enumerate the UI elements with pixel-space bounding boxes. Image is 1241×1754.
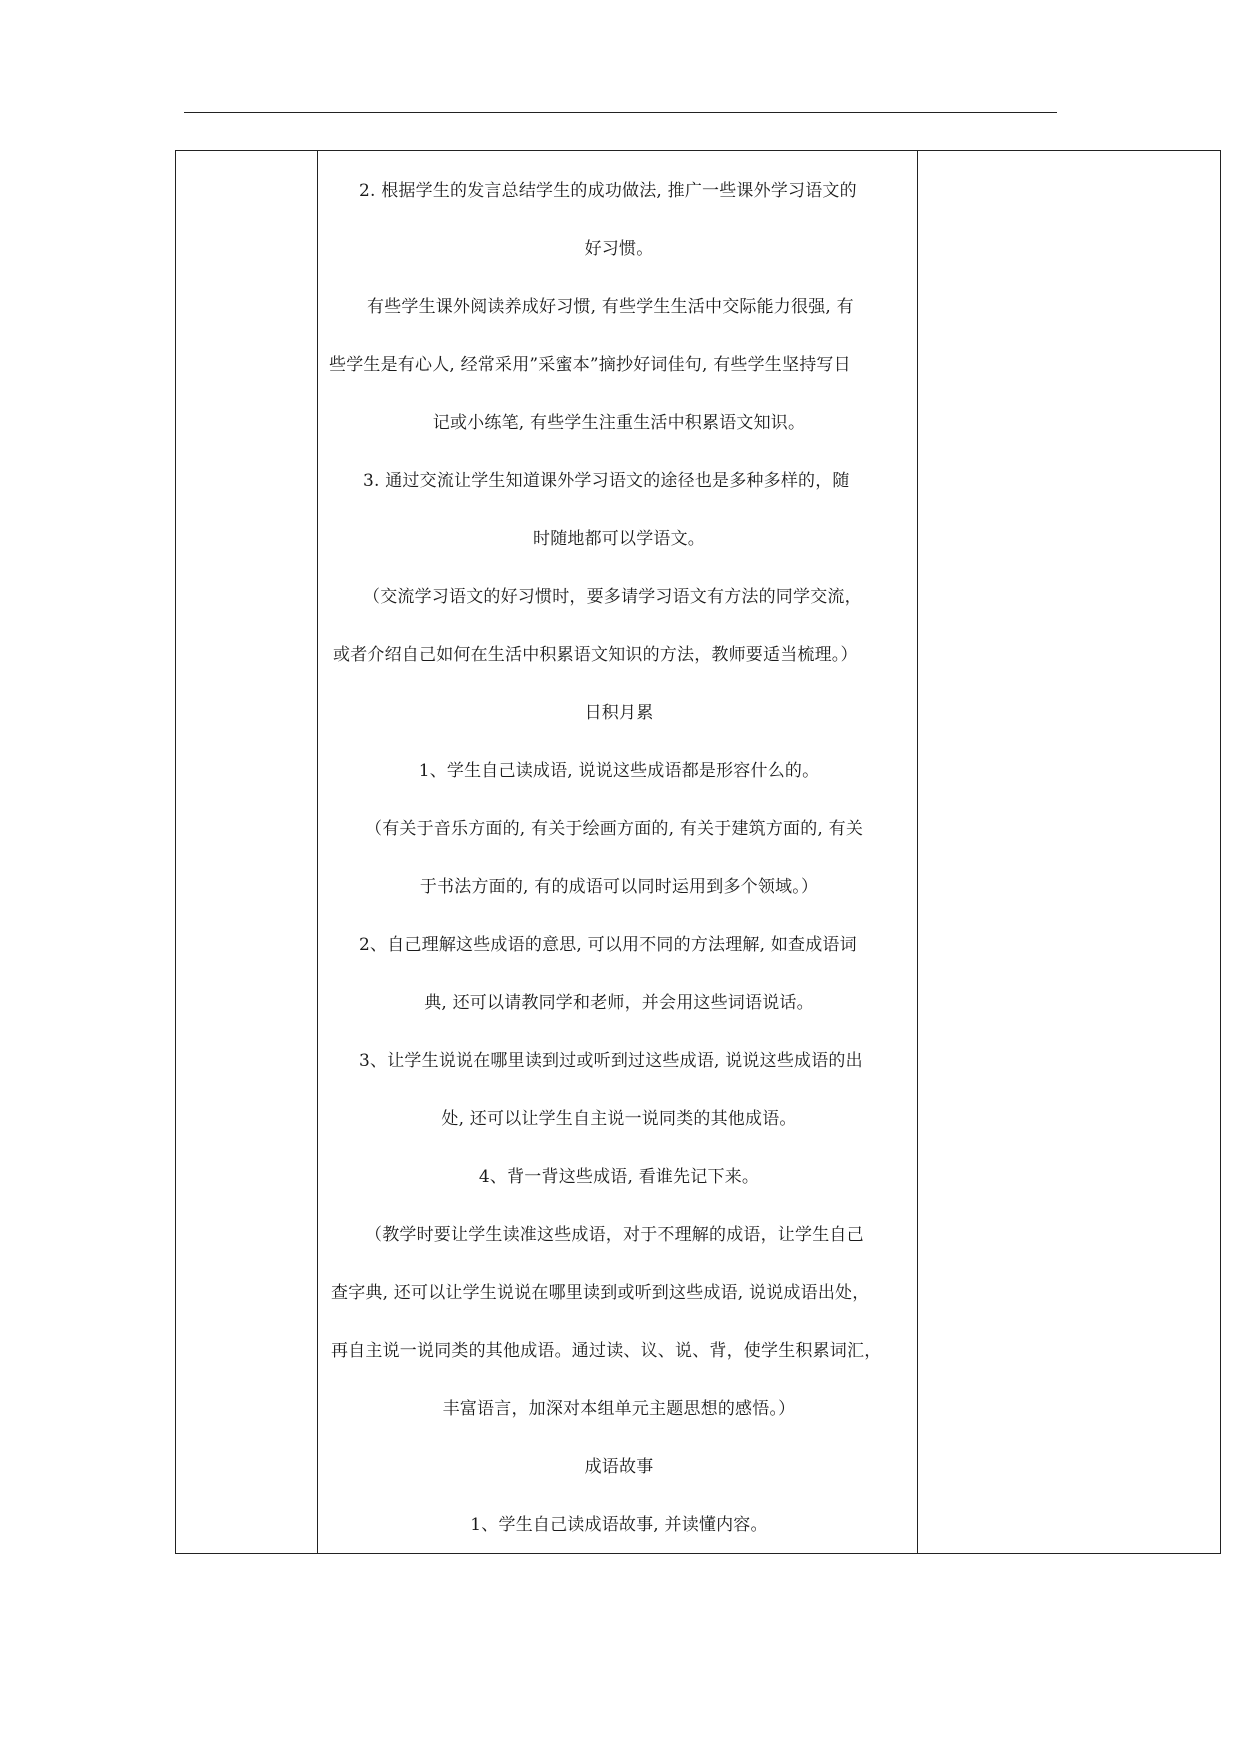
text-line: 1、学生自己读成语, 说说这些成语都是形容什么的。 xyxy=(418,761,820,781)
header-rule xyxy=(184,112,1057,113)
text-line: 于书法方面的, 有的成语可以同时运用到多个领域。） xyxy=(419,877,819,897)
text-line: 好习惯。 xyxy=(584,239,654,259)
text-line: 3、让学生说说在哪里读到过或听到过这些成语, 说说这些成语的出 xyxy=(359,1051,863,1071)
text-line: 或者介绍自己如何在生活中积累语文知识的方法，教师要适当梳理。） xyxy=(333,645,858,665)
text-line: 典, 还可以请教同学和老师，并会用这些词语说话。 xyxy=(424,993,814,1013)
text-line: 2、自己理解这些成语的意思, 可以用不同的方法理解, 如查成语词 xyxy=(359,935,857,955)
section-heading: 日积月累 xyxy=(584,703,654,723)
text-line: 些学生是有心人, 经常采用”采蜜本”摘抄好词佳句, 有些学生坚持写日 xyxy=(329,355,851,375)
text-line: 时随地都可以学语文。 xyxy=(533,529,705,549)
text-line: 处, 还可以让学生自主说一说同类的其他成语。 xyxy=(441,1109,797,1129)
column-divider-1 xyxy=(317,151,318,1553)
text-line: 2. 根据学生的发言总结学生的成功做法, 推广一些课外学习语文的 xyxy=(359,181,857,201)
text-line: 再自主说一说同类的其他成语。通过读、议、说、背，使学生积累词汇， xyxy=(331,1341,882,1361)
text-line: 4、背一背这些成语, 看谁先记下来。 xyxy=(478,1167,760,1187)
text-line: （有关于音乐方面的, 有关于绘画方面的, 有关于建筑方面的, 有关 xyxy=(365,819,864,839)
text-line: 丰富语言，加深对本组单元主题思想的感悟。） xyxy=(442,1399,796,1419)
text-line: 1、学生自己读成语故事, 并读懂内容。 xyxy=(470,1515,768,1535)
lesson-plan-table xyxy=(175,150,1221,1554)
text-line: 有些学生课外阅读养成好习惯, 有些学生生活中交际能力很强, 有 xyxy=(367,297,854,317)
text-line: 记或小练笔, 有些学生注重生活中积累语文知识。 xyxy=(432,413,806,433)
text-line: （教学时要让学生读准这些成语，对于不理解的成语，让学生自己 xyxy=(365,1225,864,1245)
text-line: （交流学习语文的好习惯时，要多请学习语文有方法的同学交流， xyxy=(363,587,862,607)
text-line: 3. 通过交流让学生知道课外学习语文的途径也是多种多样的，随 xyxy=(363,471,850,491)
text-line: 查字典, 还可以让学生说说在哪里读到或听到这些成语, 说说成语出处， xyxy=(331,1283,870,1303)
section-heading: 成语故事 xyxy=(584,1457,654,1477)
